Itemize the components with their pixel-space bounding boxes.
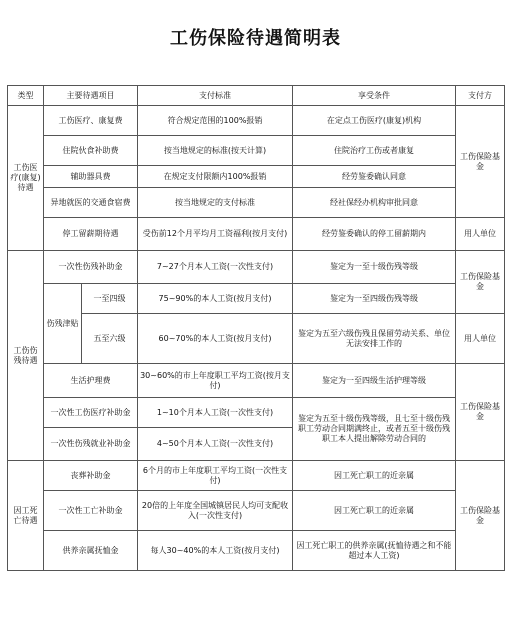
type-disability: 工伤伤残待遇 [8, 251, 44, 461]
standard-cell: 符合规定范围的100%报销 [138, 106, 293, 136]
table-row [8, 106, 505, 136]
condition-cell: 鉴定为一至四级伤残等级 [293, 284, 456, 314]
item-cell: 住院伙食补助费 [44, 136, 138, 166]
payer-cell: 工伤保险基金 [456, 461, 505, 571]
condition-cell: 鉴定为五至六级伤残且保留劳动关系、单位无法安排工作的 [293, 314, 456, 364]
standard-cell: 60~70%的本人工资(按月支付) [138, 314, 293, 364]
item-cell: 一次性伤残就业补助金 [44, 428, 138, 461]
table-row [8, 284, 505, 314]
table-row [8, 314, 505, 364]
table-row [8, 218, 505, 251]
table-row [8, 136, 505, 166]
item-cell: 一次性伤残补助金 [44, 251, 138, 284]
item-cell: 丧葬补助金 [44, 461, 138, 491]
table-row [8, 531, 505, 571]
payer-cell: 工伤保险基金 [456, 251, 505, 314]
type-medical: 工伤医疗(康复)待遇 [8, 106, 44, 251]
header-item: 主要待遇项目 [44, 86, 138, 106]
table-row [8, 188, 505, 218]
page-title: 工伤保险待遇简明表 [170, 28, 341, 49]
condition-cell: 经劳鉴委确认的停工留薪期内 [293, 218, 456, 251]
standard-cell: 4~50个月本人工资(一次性支付) [138, 428, 293, 461]
item-cell: 供养亲属抚恤金 [44, 531, 138, 571]
standard-cell: 75~90%的本人工资(按月支付) [138, 284, 293, 314]
table-row [8, 491, 505, 531]
payer-cell: 工伤保险基金 [456, 364, 505, 461]
table-row [8, 398, 505, 428]
condition-cell: 鉴定为一至十级伤残等级 [293, 251, 456, 284]
condition-cell: 经劳鉴委确认同意 [293, 166, 456, 188]
table-row [8, 461, 505, 491]
item-cell: 生活护理费 [44, 364, 138, 398]
standard-cell: 每人30~40%的本人工资(按月支付) [138, 531, 293, 571]
condition-cell: 因工死亡职工的近亲属 [293, 491, 456, 531]
standard-cell: 30~60%的市上年度职工平均工资(按月支付) [138, 364, 293, 398]
standard-cell: 6个月的市上年度职工平均工资(一次性支付) [138, 461, 293, 491]
condition-cell: 住院治疗工伤或者康复 [293, 136, 456, 166]
item-cell: 停工留薪期待遇 [44, 218, 138, 251]
condition-cell: 在定点工伤医疗(康复)机构 [293, 106, 456, 136]
allowance-label: 伤残津贴 [44, 284, 82, 364]
level-cell: 一至四级 [82, 284, 138, 314]
header-condition: 享受条件 [293, 86, 456, 106]
item-cell: 工伤医疗、康复费 [44, 106, 138, 136]
benefits-table [7, 85, 505, 571]
table-row [8, 364, 505, 398]
condition-cell: 鉴定为一至四级生活护理等级 [293, 364, 456, 398]
condition-cell: 因工死亡职工的供养亲属(抚恤待遇之和不能超过本人工资) [293, 531, 456, 571]
condition-cell: 因工死亡职工的近亲属 [293, 461, 456, 491]
item-cell: 一次性工伤医疗补助金 [44, 398, 138, 428]
condition-cell: 经社保经办机构审批同意 [293, 188, 456, 218]
standard-cell: 20倍的上年度全国城镇居民人均可支配收入(一次性支付) [138, 491, 293, 531]
header-row [8, 86, 505, 106]
type-death: 因工死亡待遇 [8, 461, 44, 571]
standard-cell: 在规定支付限额内100%报销 [138, 166, 293, 188]
standard-cell: 1~10个月本人工资(一次性支付) [138, 398, 293, 428]
standard-cell: 按当地规定的标准(按天计算) [138, 136, 293, 166]
payer-cell: 工伤保险基金 [456, 106, 505, 218]
standard-cell: 7~27个月本人工资(一次性支付) [138, 251, 293, 284]
standard-cell: 受伤前12个月平均月工资福利(按月支付) [138, 218, 293, 251]
payer-cell: 用人单位 [456, 218, 505, 251]
item-cell: 异地就医的交通食宿费 [44, 188, 138, 218]
condition-cell: 鉴定为五至十级伤残等级，且七至十级伤残职工劳动合同期满终止，或者五至十级伤残职工本人提出解除劳动合同的 [293, 398, 456, 461]
header-type: 类型 [8, 86, 44, 106]
payer-cell: 用人单位 [456, 314, 505, 364]
table-row [8, 251, 505, 284]
header-payer: 支付方 [456, 86, 505, 106]
item-cell: 一次性工亡补助金 [44, 491, 138, 531]
header-standard: 支付标准 [138, 86, 293, 106]
item-cell: 辅助器具费 [44, 166, 138, 188]
table-row [8, 166, 505, 188]
standard-cell: 按当地规定的支付标准 [138, 188, 293, 218]
level-cell: 五至六级 [82, 314, 138, 364]
